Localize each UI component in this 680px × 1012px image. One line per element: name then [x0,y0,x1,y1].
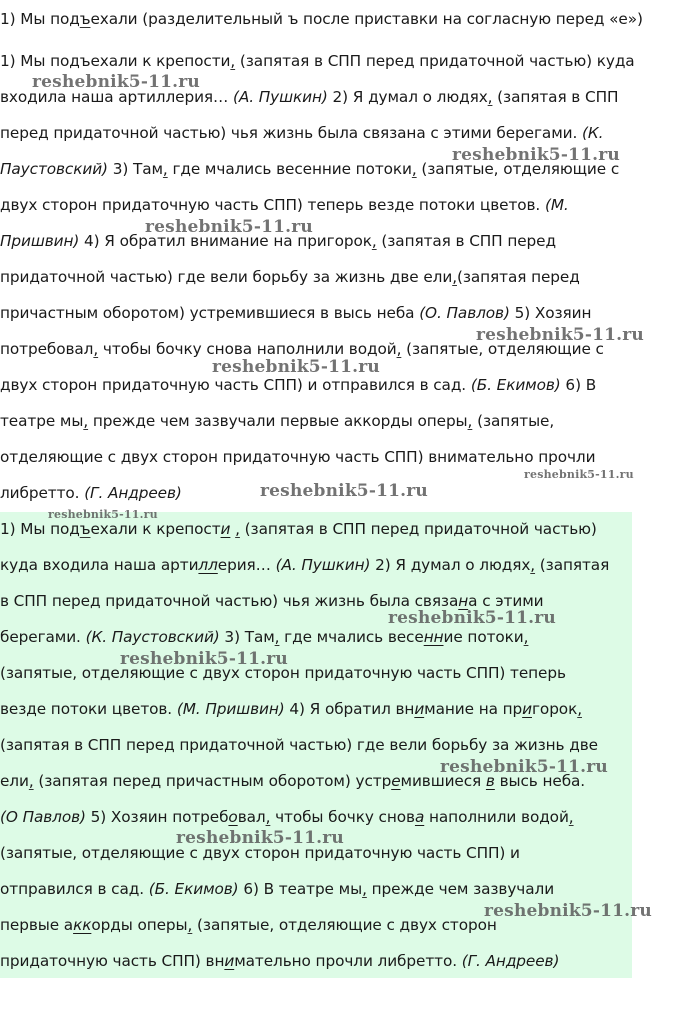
highlighted-line [0,627,528,647]
text-segment: отправился в сад. [0,880,149,898]
header-post: ехали (разделительный ъ после приставки на согласную перед «е») [90,10,643,28]
text-segment: берегами. [0,628,86,646]
text-segment: придаточной частью) где вели борьбу за жизнь две ели [0,268,453,286]
text-segment: (запятая в СПП перед [376,232,556,250]
text-segment: мившиеся [400,772,486,790]
text-segment: входила наша артиллерия… [0,88,233,106]
header-pre: 1) Мы под [0,10,80,28]
text-segment: ели [0,772,29,790]
text-segment: 3) Там [107,160,163,178]
punctuation-mark: ъ [79,520,91,538]
highlighted-line [0,915,497,935]
text-segment: (запятая перед причастным оборотом) устр [33,772,392,790]
watermark: reshebnik5-11.ru [484,901,652,921]
punctuation-mark: , [411,160,417,178]
text-segment: орды оперы [91,916,188,934]
author-citation: (Г. Андреев) [84,484,182,502]
plain-line [0,375,596,395]
watermark: reshebnik5-11.ru [260,481,428,501]
text-segment: придаточную часть СПП) вн [0,952,225,970]
spelling-mark: и [522,700,532,718]
text-segment: мательно прочли либретто. [234,952,462,970]
author-citation: (А. Пушкин) [232,88,328,106]
text-segment: (запятая [535,556,610,574]
punctuation-mark: , [235,520,240,538]
text-segment: 5) Хозяин потреб [85,808,229,826]
text-segment: (запятые, [472,412,555,430]
punctuation-mark: , [452,268,457,286]
author-citation: (М. Пришвин) [176,700,285,718]
header-line [0,9,643,29]
text-segment: вал [237,808,266,826]
author-citation: (А. Пушкин) [275,556,371,574]
punctuation-mark: , [28,772,34,790]
text-segment: куда входила наша арти [0,556,199,574]
text-segment: 2) Я думал о людях [370,556,531,574]
punctuation-mark: , [274,628,280,646]
highlighted-line [0,555,609,575]
text-segment: мание на пр [424,700,523,718]
author-citation: Пришвин) [0,232,80,250]
text-segment: перед придаточной частью) чья жизнь была связана с этими берегами. [0,124,582,142]
spelling-mark: в [485,772,495,790]
watermark: reshebnik5-11.ru [388,608,556,628]
author-citation: (О Павлов) [0,808,86,826]
punctuation-mark: , [187,916,193,934]
spelling-mark: о [228,808,238,826]
watermark: reshebnik5-11.ru [32,72,200,92]
highlighted-line [0,735,598,755]
highlighted-line [0,951,559,971]
punctuation-mark: , [93,340,99,358]
punctuation-mark: , [396,340,402,358]
punctuation-mark: , [230,52,236,70]
text-segment: ерия… [217,556,276,574]
text-segment: ие потоки [443,628,524,646]
text-segment: прежде чем зазвучали [366,880,555,898]
text-segment: ехали к крепост [90,520,221,538]
author-citation: (Г. Андреев) [461,952,560,970]
punctuation-mark: , [577,700,582,718]
text-segment: (запятые, отделяющие с двух сторон [192,916,497,934]
plain-line [0,483,182,503]
text-segment: двух сторон придаточную часть СПП) теперь везде потоки цветов. [0,196,545,214]
spelling-mark: и [414,700,425,718]
watermark: reshebnik5-11.ru [145,217,313,237]
punctuation-mark: , [162,160,168,178]
author-citation: (М. [544,196,569,214]
punctuation-mark: , [371,232,377,250]
spelling-mark: лл [198,556,218,574]
highlighted-line [0,699,582,719]
text-segment: прежде чем зазвучали первые аккорды оперы [88,412,468,430]
spelling-mark: и [224,952,235,970]
spelling-mark: кк [73,916,92,934]
text-segment: (запятая в СПП перед придаточной частью) куда [235,52,635,70]
spelling-mark: и [220,520,231,538]
text-segment: (запятая в СПП перед придаточной частью) где вели борьбу за жизнь две [0,736,598,754]
punctuation-mark: , [568,808,574,826]
punctuation-mark: , [467,412,473,430]
watermark: reshebnik5-11.ru [212,357,380,377]
watermark: reshebnik5-11.ru [476,325,644,345]
text-segment: 2) Я думал о людях [327,88,488,106]
author-citation: (Б. Екимов) [470,376,561,394]
spelling-mark: нн [423,628,444,646]
text-segment: отделяющие с двух сторон придаточную часть СПП) внимательно прочли [0,448,596,466]
spelling-mark: а [414,808,425,826]
plain-line [0,123,603,143]
punctuation-mark: , [83,412,89,430]
text-segment: 4) Я обратил вн [284,700,415,718]
text-segment: (запятые, отделяющие с двух сторон придаточную часть СПП) теперь [0,664,566,682]
highlighted-line [0,807,574,827]
author-citation: (Б. Екимов) [148,880,239,898]
watermark: reshebnik5-11.ru [176,828,344,848]
watermark: reshebnik5-11.ru [120,649,288,669]
watermark: reshebnik5-11.ru [440,757,608,777]
text-segment: (запятая перед [456,268,580,286]
spelling-mark: н [458,592,469,610]
text-segment: чтобы бочку снов [270,808,415,826]
text-segment: либретто. [0,484,85,502]
text-segment: (запятая в СПП перед придаточной частью) [239,520,597,538]
text-segment: 1) Мы под [0,520,80,538]
author-citation: Паустовский) [0,160,108,178]
watermark: reshebnik5-11.ru [48,508,158,521]
text-segment: где мчались весенние потоки [167,160,412,178]
text-segment: первые а [0,916,74,934]
spelling-mark: е [391,772,401,790]
text-segment: везде потоки цветов. [0,700,177,718]
plain-line [0,267,580,287]
punctuation-mark: , [523,628,529,646]
text-segment: потребовал [0,340,94,358]
plain-line [0,447,595,467]
text-segment: (запятые, отделяющие с двух сторон придаточную часть СПП) и [0,844,520,862]
text-segment: 3) Там [219,628,275,646]
watermark: reshebnik5-11.ru [524,468,634,481]
text-segment: театре мы [0,412,84,430]
text-segment: в СПП перед придаточной частью) чья жизнь была связа [0,592,459,610]
highlighted-line [0,879,554,899]
plain-line [0,51,635,71]
text-segment: (запятые, отделяющие с [401,340,604,358]
highlighted-line [0,519,597,539]
author-citation: (О. Павлов) [419,304,510,322]
header-mark: ъ [79,10,91,28]
text-segment: 6) В [560,376,597,394]
text-segment: наполнили водой [424,808,569,826]
punctuation-mark: , [530,556,536,574]
text-segment: двух сторон придаточную часть СПП) и отправился в сад. [0,376,471,394]
text-segment: горок [532,700,578,718]
author-citation: (К. Паустовский) [85,628,220,646]
text-segment: 1) Мы подъехали к крепости [0,52,231,70]
text-segment: высь неба. [494,772,586,790]
watermark: reshebnik5-11.ru [452,145,620,165]
text-segment: 5) Хозяин [509,304,592,322]
plain-line [0,195,569,215]
text-segment: (запятые, отделяющие с [416,160,620,178]
text-segment: (запятая в СПП [492,88,619,106]
text-segment: причастным оборотом) устремившиеся в высь неба [0,304,420,322]
author-citation: (К. [582,124,604,142]
text-segment: чтобы бочку снова наполнили водой [98,340,397,358]
punctuation-mark: , [487,88,493,106]
plain-line [0,411,554,431]
punctuation-mark: , [265,808,271,826]
text-segment: а с этими [468,592,544,610]
text-segment: 4) Я обратил внимание на пригорок [79,232,372,250]
text-segment: 6) В театре мы [238,880,363,898]
text-segment: где мчались весе [279,628,424,646]
plain-line [0,303,591,323]
punctuation-mark: , [362,880,367,898]
